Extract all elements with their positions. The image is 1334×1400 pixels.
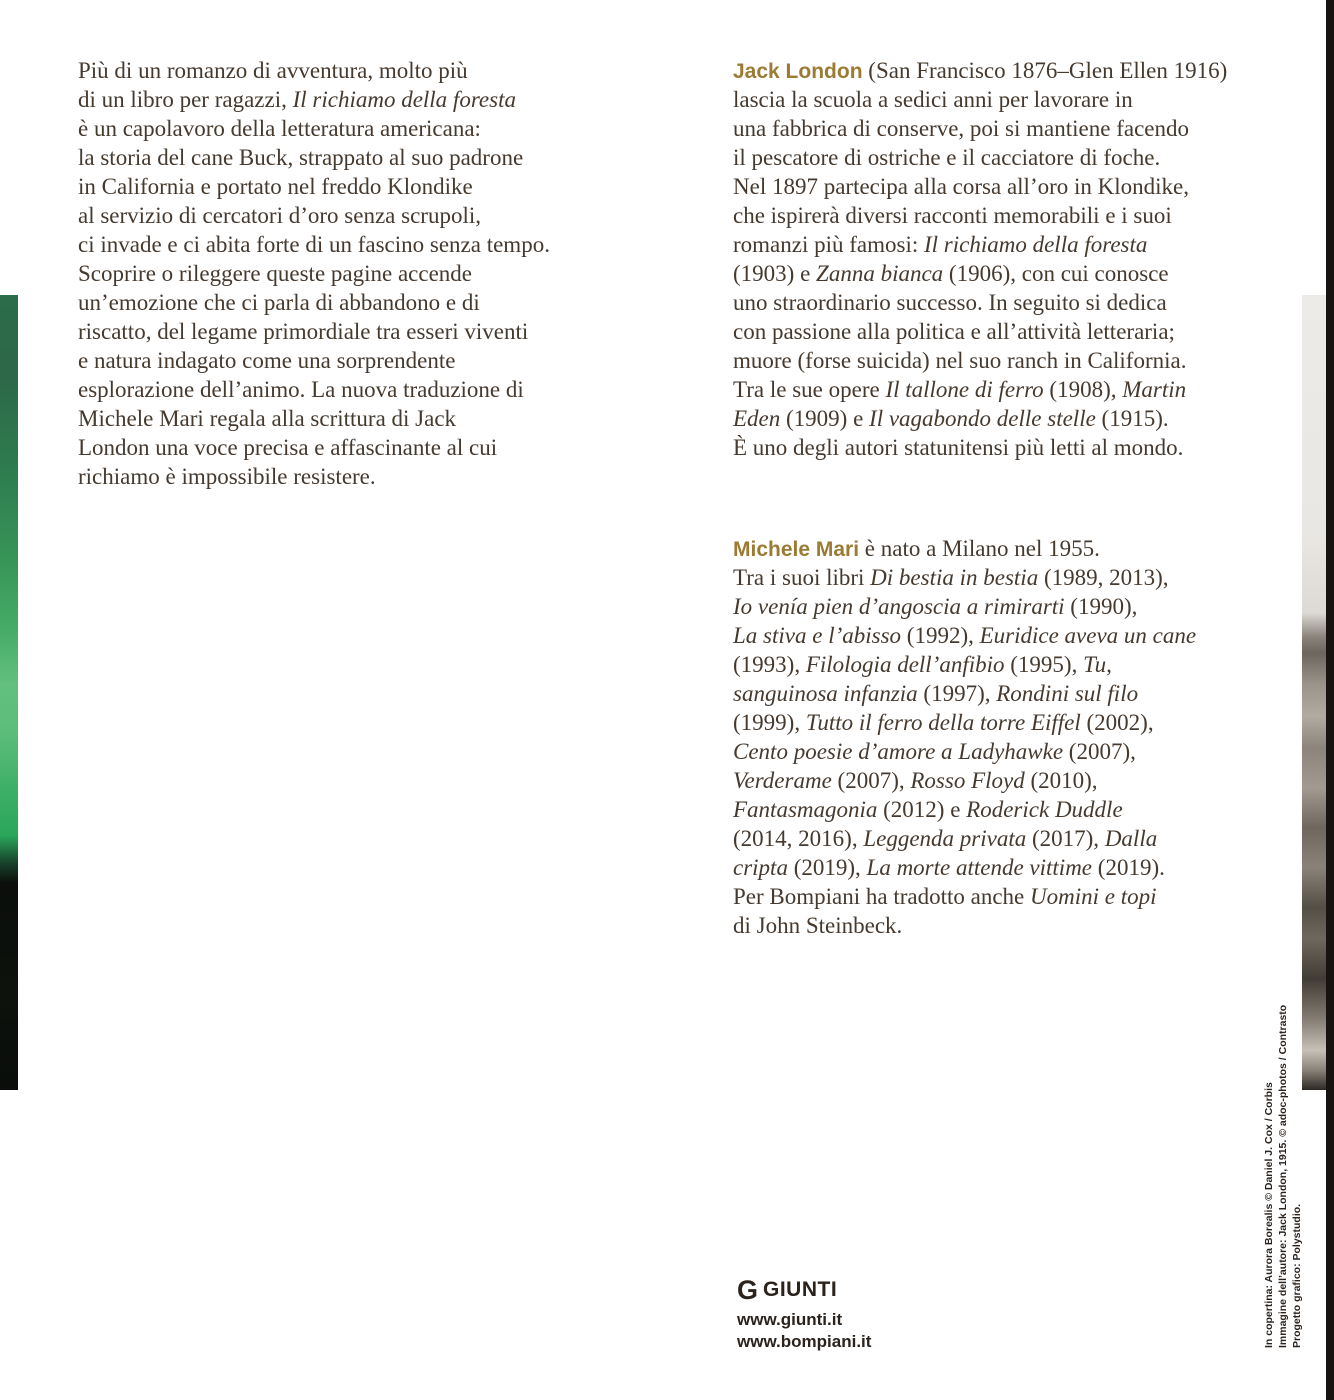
jack-london-bio — [733, 56, 1227, 462]
giunti-url: www.giunti.it — [737, 1310, 843, 1329]
text-line: riscatto, del legame primordiale tra esseri viventi — [78, 319, 529, 344]
text-line: Per Bompiani ha tradotto anche Uomini e topi — [733, 884, 1157, 909]
text-line: un’emozione che ci parla di abbandono e di — [78, 290, 480, 315]
photo-credits — [1262, 1004, 1306, 1348]
text-line: (1993), Filologia dell’anfibio (1995), Tu, — [733, 652, 1112, 677]
text-line: È uno degli autori statunitensi più letti al mondo. — [733, 435, 1184, 460]
text-line: ci invade e ci abita forte di un fascino senza tempo. — [78, 232, 550, 257]
text-line: Michele Mari regala alla scrittura di Jack — [78, 406, 457, 431]
text-line: la storia del cane Buck, strappato al suo padrone — [78, 145, 524, 170]
text-line: Io venía pien d’angoscia a rimirarti (1990), — [733, 594, 1138, 619]
text-line: Michele Mari è nato a Milano nel 1955. — [733, 536, 1100, 561]
text-line: il pescatore di ostriche e il cacciatore di foche. — [733, 145, 1161, 170]
text-line: (1999), Tutto il ferro della torre Eiffel (2002), — [733, 710, 1154, 735]
text-line: lascia la scuola a sedici anni per lavorare in — [733, 87, 1133, 112]
text-line: uno straordinario successo. In seguito si dedica — [733, 290, 1167, 315]
text-line: muore (forse suicida) nel suo ranch in California. — [733, 348, 1187, 373]
aurora-cover-photo-edge — [0, 295, 18, 1090]
text-line: di John Steinbeck. — [733, 913, 903, 938]
text-line: La stiva e l’abisso (1992), Euridice aveva un cane — [733, 623, 1197, 648]
text-line: Nel 1897 partecipa alla corsa all’oro in Klondike, — [733, 174, 1190, 199]
bompiani-url: www.bompiani.it — [737, 1332, 872, 1351]
michele-mari-bio — [733, 534, 1196, 940]
text-line: sanguinosa infanzia (1997), Rondini sul filo — [733, 681, 1139, 706]
text-line: esplorazione dell’animo. La nuova traduzione di — [78, 377, 524, 402]
text-line: in California e portato nel freddo Klondike — [78, 174, 473, 199]
text-line: Tra i suoi libri Di bestia in bestia (1989, 2013), — [733, 565, 1169, 590]
text-line: di un libro per ragazzi, Il richiamo della foresta — [78, 87, 516, 112]
text-line: Scoprire o rileggere queste pagine accende — [78, 261, 472, 286]
text-line: Verderame (2007), Rosso Floyd (2010), — [733, 768, 1098, 793]
giunti-g-icon: G — [737, 1274, 759, 1305]
giunti-logo — [737, 1276, 871, 1304]
text-line: con passione alla politica e all’attività letteraria; — [733, 319, 1175, 344]
text-line: Più di un romanzo di avventura, molto più — [78, 58, 468, 83]
text-line: è un capolavoro della letteratura americana: — [78, 116, 481, 141]
cover-fold-edge — [1326, 0, 1334, 1400]
text-line: Tra le sue opere Il tallone di ferro (1908), Martin — [733, 377, 1187, 402]
text-line: al servizio di cercatori d’oro senza scrupoli, — [78, 203, 481, 228]
text-line: che ispirerà diversi racconti memorabili e i suoi — [733, 203, 1172, 228]
publisher-block — [737, 1276, 871, 1353]
book-description — [78, 56, 550, 491]
text-line: Cento poesie d’amore a Ladyhawke (2007), — [733, 739, 1136, 764]
text-line: cripta (2019), La morte attende vittime (2019). — [733, 855, 1165, 880]
text-line: richiamo è impossibile resistere. — [78, 464, 376, 489]
author-photo-edge — [1302, 295, 1326, 1090]
text-line: romanzi più famosi: Il richiamo della foresta — [733, 232, 1148, 257]
text-line: una fabbrica di conserve, poi si mantiene facendo — [733, 116, 1189, 141]
text-line: (2014, 2016), Leggenda privata (2017), Dalla — [733, 826, 1158, 851]
text-line: (1903) e Zanna bianca (1906), con cui conosce — [733, 261, 1169, 286]
giunti-logo-text: GIUNTI — [763, 1278, 838, 1301]
credit-cover-photo: In copertina: Aurora Borealis © Daniel J. Cox / Corbis — [1263, 1082, 1275, 1348]
text-line: Eden (1909) e Il vagabondo delle stelle (1915). — [733, 406, 1169, 431]
text-line: London una voce precisa e affascinante al cui — [78, 435, 498, 460]
credit-author-photo: Immagine dell’autore: Jack London, 1915. © adoc-photos / Contrasto — [1277, 1004, 1289, 1348]
text-line: Jack London (San Francisco 1876–Glen Ellen 1916) — [733, 58, 1228, 83]
text-line: Fantasmagonia (2012) e Roderick Duddle — [733, 797, 1123, 822]
text-line: e natura indagato come una sorprendente — [78, 348, 456, 373]
credit-graphic-design: Progetto grafico: Polystudio. — [1291, 1203, 1303, 1348]
